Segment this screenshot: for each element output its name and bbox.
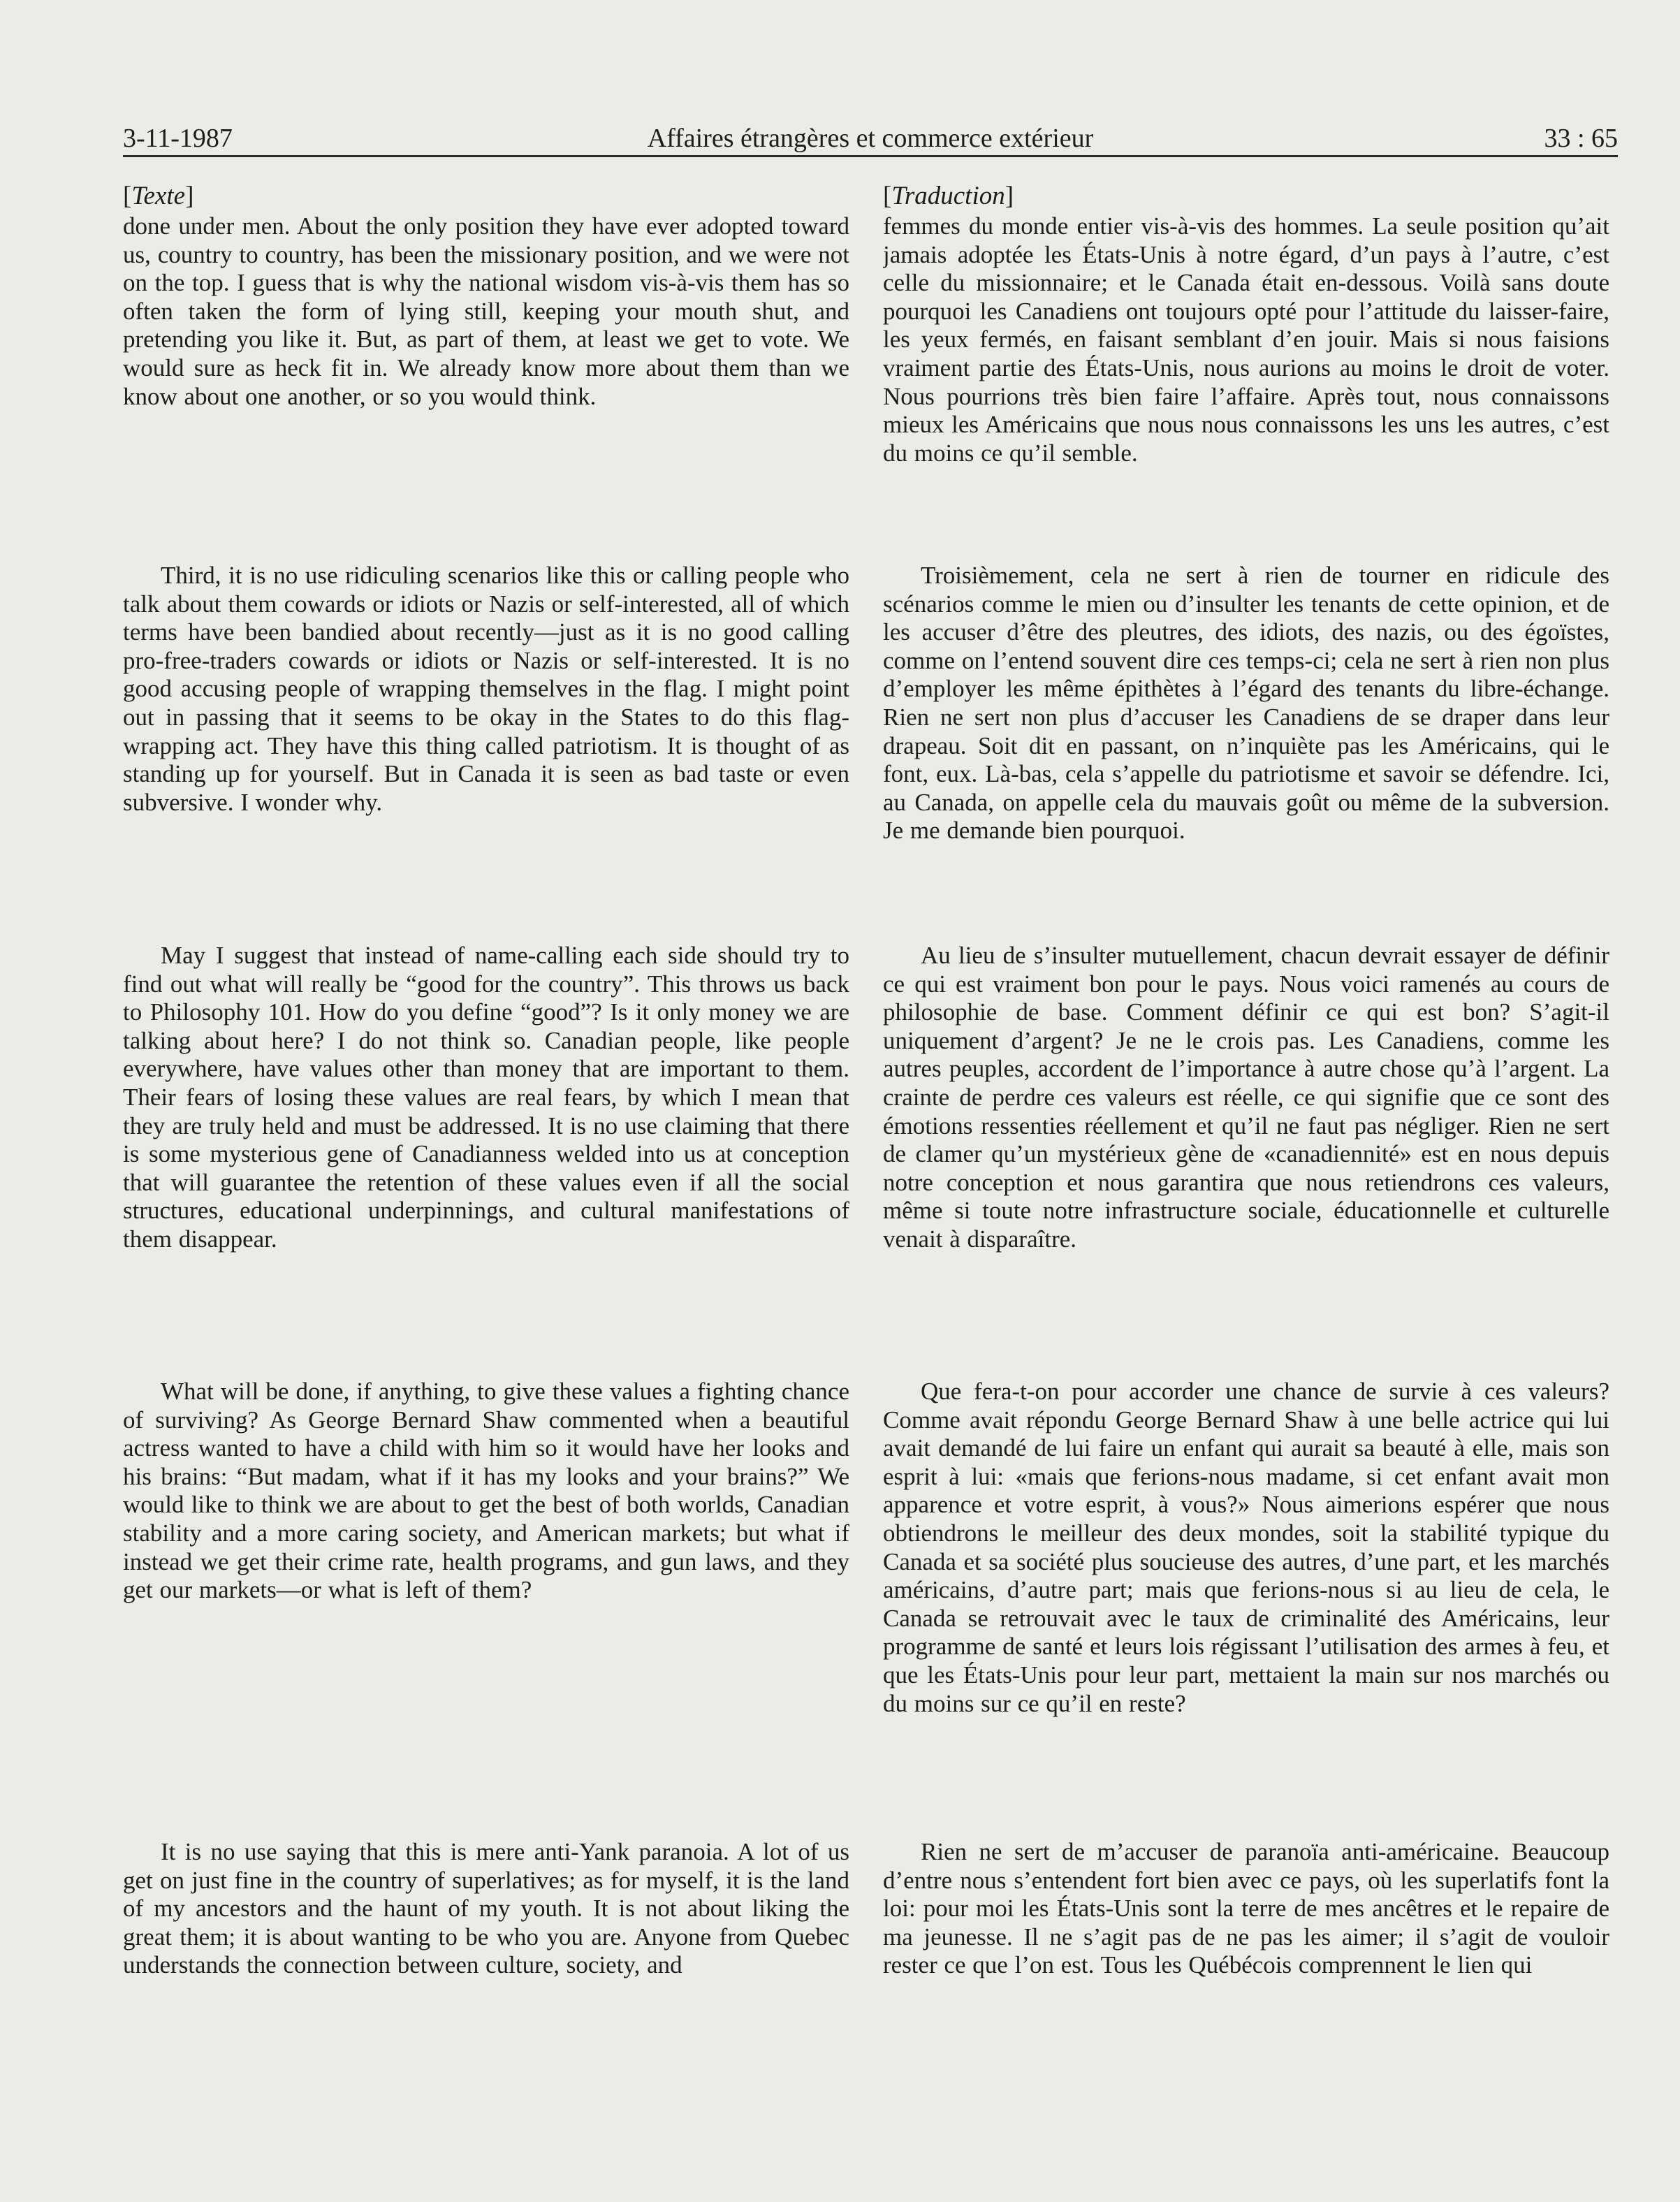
column-label-traduction: [Traduction] <box>883 182 1014 210</box>
header-rule <box>123 155 1618 157</box>
header-date: 3-11-1987 <box>123 124 233 153</box>
column-english-text <box>123 180 849 2039</box>
column-french-translation <box>883 180 1609 2039</box>
paragraph-fr-5: Rien ne sert de m’accuser de paranoïa anti-américaine. Beaucoup d’entre nous s’entendent fort bien avec ce pays, où les superlatifs font la loi: pour moi les États-Unis sont la terre de mes ancêtres et le repaire de ma jeunesse. Il ne s’agit pas de ne pas les aimer; il s’agit de vouloir rester ce que l’on est. Tous les Québécois comprennent le lien qui <box>883 1838 1609 1979</box>
paragraph-en-4: What will be done, if anything, to give these values a fighting chance of surviving? As George Bernard Shaw commented when a beautiful actress wanted to have a child with him so it would have her looks and his brains: “But madam, what if it has my looks and your brains?” We would like to think we are about to get the best of both worlds, Canadian stability and a more caring society, and American markets; but what if instead we get their crime rate, health programs, and gun laws, and they get our markets—or what is left of them? <box>123 1378 849 1604</box>
paragraph-en-1: done under men. About the only position they have ever adopted toward us, country to country, has been the missionary position, and we were not on the top. I guess that is why the national wisdom vis-à-vis them has so often taken the form of lying still, keeping your mouth shut, and pretending you like it. But, as part of them, at least we get to vote. We would sure as heck fit in. We already know more about them than we know about one another, or so you would think. <box>123 212 849 410</box>
header-title: Affaires étrangères et commerce extérieur <box>647 124 1094 153</box>
paragraph-fr-1: femmes du monde entier vis-à-vis des hommes. La seule position qu’ait jamais adoptée les États-Unis à notre égard, d’un pays à l’autre, c’est celle du missionnaire; et le Canada était en-dessous. Voilà sans doute pourquoi les Canadiens ont toujours opté pour l’attitude du laisser-faire, les yeux fermés, en faisant semblant d’en jouir. Mais si nous faisions vraiment partie des États-Unis, nous aurions au moins le droit de voter. Nous pourrions très bien faire l’affaire. Après tout, nous connaissons mieux les Américains que nous nous connaissons les uns les autres, c’est du moins ce qu’il semble. <box>883 212 1609 467</box>
paragraph-fr-4: Que fera-t-on pour accorder une chance de survie à ces valeurs? Comme avait répondu George Bernard Shaw à une belle actrice qui lui avait demandé de lui faire un enfant qui aurait sa beauté à elle, mais son esprit à lui: «mais que ferions-nous madame, si cet enfant avait mon apparence et votre esprit, à vous?» Nous aimerions espérer que nous obtiendrons le meilleur des deux mondes, soit la stabilité typique du Canada et sa société plus soucieuse des autres, d’une part, et les marchés américains, d’autre part; mais que ferions-nous si au lieu de cela, le Canada se retrouvait avec le taux de criminalité des Américains, leur programme de santé et leurs lois régissant l’utilisation des armes à feu, et que les États-Unis pour leur part, mettaient la main sur nos marchés ou du moins sur ce qu’il en reste? <box>883 1378 1609 1717</box>
paragraph-fr-3: Au lieu de s’insulter mutuellement, chacun devrait essayer de définir ce qui est vraiment bon pour le pays. Nous voici ramenés au cours de philosophie de base. Comment définir ce qui est bon? S’agit-il uniquement d’argent? Je ne le crois pas. Les Canadiens, comme les autres peuples, accordent de l’importance à autre chose qu’à l’argent. La crainte de perdre ces valeurs est réelle, ce qui signifie que ce sont des émotions ressenties réellement et qu’il ne faut pas négliger. Rien ne sert de clamer qu’un mystérieux gène de «canadiennité» est en nous depuis notre conception et nous garantira que nous retiendrons ces valeurs, même si toute notre infrastructure sociale, éducationnelle et culturelle venait à disparaître. <box>883 942 1609 1253</box>
page-header <box>123 120 1618 156</box>
column-label-texte: [Texte] <box>123 182 194 210</box>
paragraph-en-5: It is no use saying that this is mere anti-Yank paranoia. A lot of us get on just fine in the country of superlatives; as for myself, it is the land of my ancestors and the haunt of my youth. It is not about liking the great them; it is about wanting to be who you are. Anyone from Quebec understands the connection between culture, society, and <box>123 1838 849 1979</box>
paragraph-en-3: May I suggest that instead of name-calling each side should try to find out what will really be “good for the country”. This throws us back to Philosophy 101. How do you define “good”? Is it only money we are talking about here? I do not think so. Canadian people, like people everywhere, have values other than money that are important to them. Their fears of losing these values are real fears, by which I mean that they are truly held and must be addressed. It is no use claiming that there is some mysterious gene of Canadianness welded into us at conception that will guarantee the retention of these values even if all the social structures, educational underpinnings, and cultural manifestations of them disappear. <box>123 942 849 1253</box>
paragraph-fr-2: Troisièmement, cela ne sert à rien de tourner en ridicule des scénarios comme le mien ou d’insulter les tenants de cette opinion, et de les accuser d’être des pleutres, des idiots, des nazis, ou des égoïstes, comme on l’entend souvent dire ces temps-ci; cela ne sert à rien non plus d’employer les même épithètes à l’égard des tenants du libre-échange. Rien ne sert non plus d’accuser les Canadiens de se draper dans leur drapeau. Soit dit en passant, on n’inquiète pas les Américains, qui le font, eux. Là-bas, cela s’appelle du patriotisme et savoir se défendre. Ici, au Canada, on appelle cela du mauvais goût ou même de la subversion. Je me demande bien pourquoi. <box>883 562 1609 845</box>
header-page-number: 33 : 65 <box>1544 124 1618 153</box>
paragraph-en-2: Third, it is no use ridiculing scenarios like this or calling people who talk about them cowards or idiots or Nazis or self-interested, all of which terms have been bandied about recently—just as it is no good calling pro-free-traders cowards or idiots or Nazis or self-interested. It is no good accusing people of wrapping themselves in the flag. I might point out in passing that it seems to be okay in the States to do this flag-wrapping act. They have this thing called patriotism. It is thought of as standing up for yourself. But in Canada it is seen as bad taste or even subversive. I wonder why. <box>123 562 849 816</box>
